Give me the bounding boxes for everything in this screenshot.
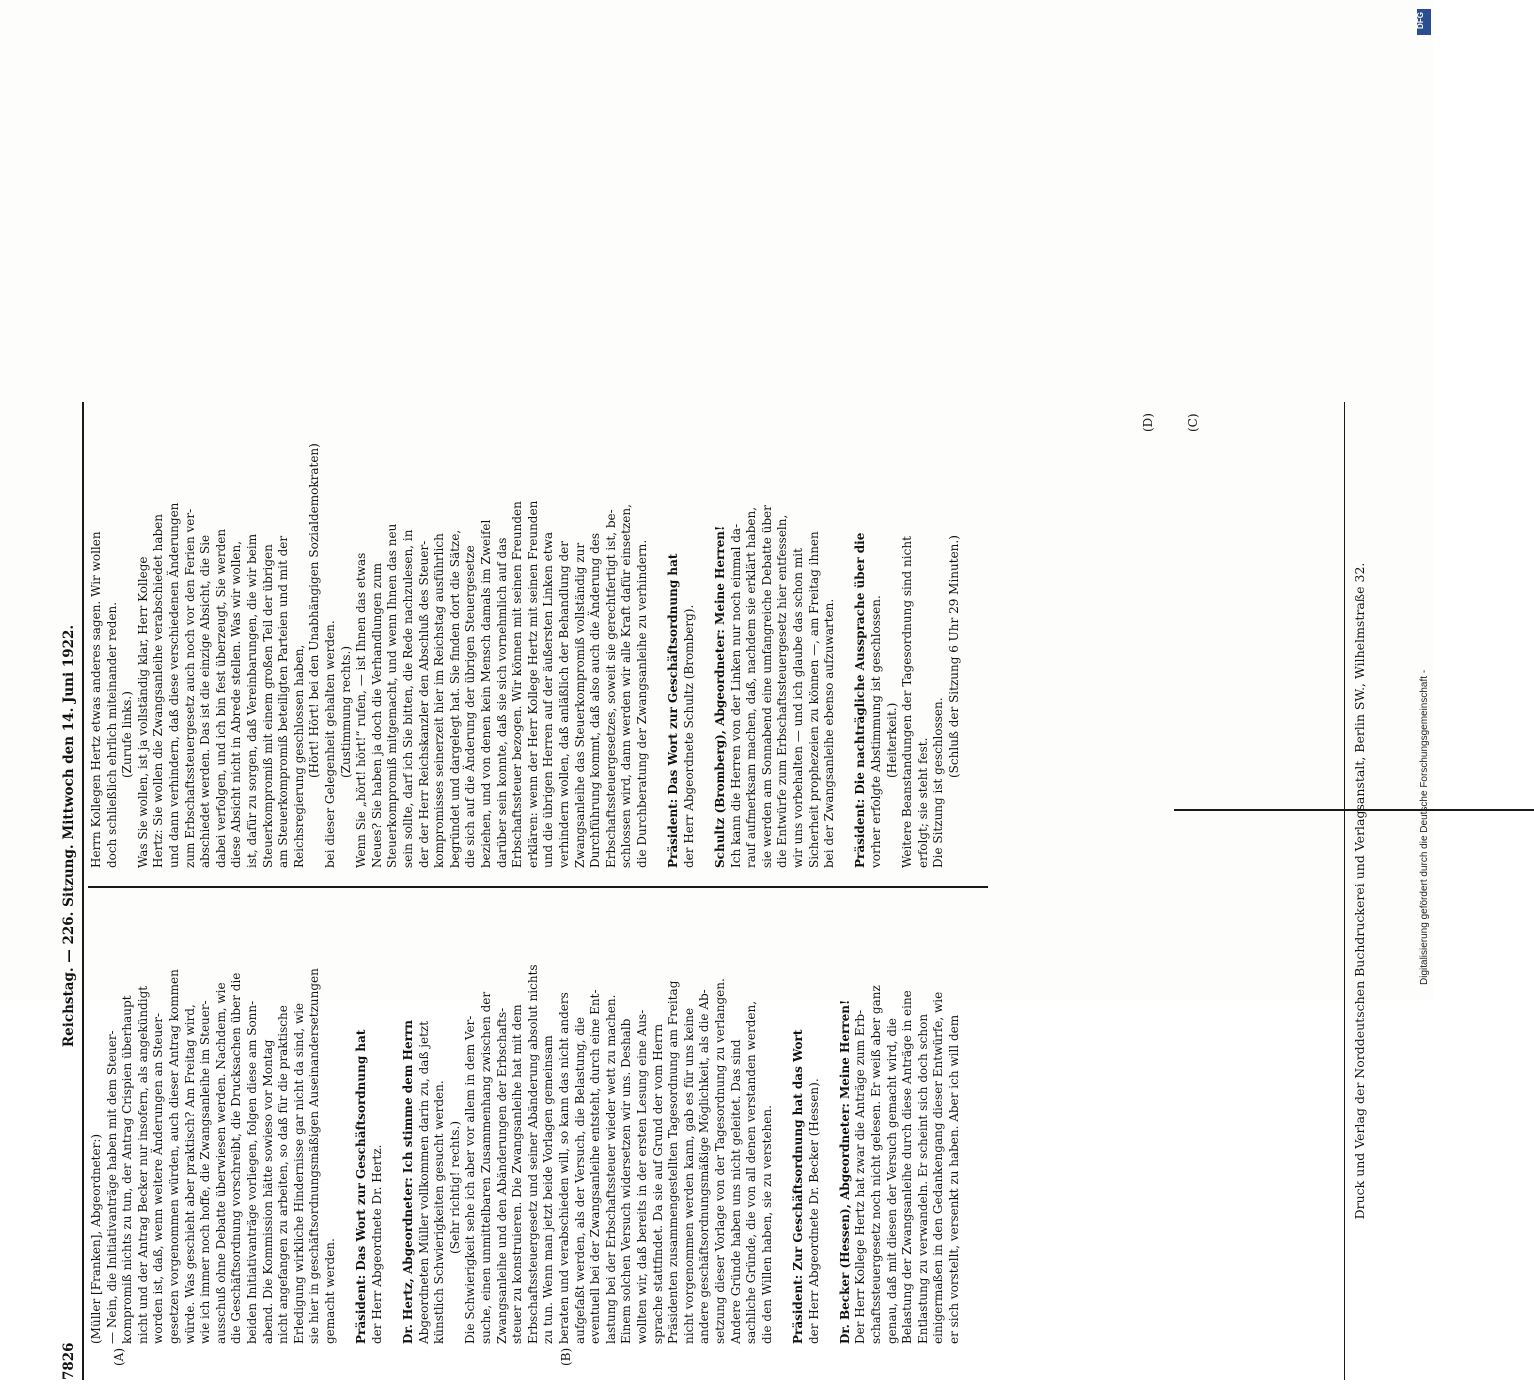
text-line: (Hört! Hört! bei den Unabhängigen Sozialdemokraten) <box>307 443 322 778</box>
text-line: er sich vorstellt, versenkt zu haben. Aber ich will dem <box>947 1014 961 1344</box>
text-line: worden ist, daß, wenn weitere Änderungen an Steuer- <box>151 1012 166 1344</box>
text-line: rauf aufmerksam machen, daß, nachdem sie erklärt haben, <box>744 506 759 868</box>
header-rule <box>82 402 84 1380</box>
margin-mark-b: (B) <box>559 1347 573 1366</box>
text-line: sie werden am Sonnabend eine umfangreiche Debatte über <box>759 505 774 868</box>
text-line: andere geschäftsordnungsmäßige Möglichkeit, als die Ab- <box>697 989 712 1344</box>
text-line: genau, daß mit diesen der Versuch gemacht wird, die <box>884 1017 899 1344</box>
text-line: der der Herr Reichskanzler den Abschluß des Steuer- <box>416 540 431 868</box>
text-line: (Heiterkeit.) <box>884 702 899 778</box>
margin-mark-d: (D) <box>1141 413 1155 432</box>
text-line: ausschuß ohne Debatte überwiesen werden. Nachdem, wie <box>213 982 228 1344</box>
text-line: wollten wir, daß bereits in der ersten Lesung eine Aus- <box>635 1009 649 1344</box>
text-line: beziehen, und von denen kein Mensch damals im Zweifel <box>479 519 493 868</box>
text-line: sprache stattfindet. Da sie auf Grund der vom Herrn <box>650 1023 665 1344</box>
text-line: schaftssteuergesetz noch nicht gelesen. Er weiß aber ganz <box>869 985 883 1344</box>
text-line: die Entwürfe zum Erbschaftssteuergesetz hier entfesseln, <box>775 514 790 868</box>
text-line: nicht vorgenommen werden kann, gab es für uns keine <box>681 1007 696 1344</box>
text-line: Sicherheit prophezeien zu können —, am Freitag ihnen <box>806 531 821 868</box>
text-line: der Herr Abgeordnete Dr. Hertz. <box>369 1144 384 1344</box>
text-line: die Geschäftsordnung vorschreibt, die Drucksachen über die <box>229 972 244 1344</box>
text-line: Belastung der Zwangsanleihe durch diese Anträge in eine <box>900 990 915 1344</box>
text-line: Durchführung kommt, daß also auch die Änderung des <box>588 532 603 868</box>
text-line: gemacht werden. <box>323 1238 337 1344</box>
text-line: Ich kann die Herren von der Linken nur noch einmal da- <box>728 523 743 868</box>
text-line: nicht und der Antrag Becker nur insofern, als angekündigt <box>135 985 150 1344</box>
text-line: (Zustimmung rechts.) <box>338 645 353 778</box>
text-line: darüber sein konnte, daß sie sich vornehmlich auf das <box>494 537 509 868</box>
text-line: der Herr Abgeordnete Schultz (Bromberg). <box>681 604 696 868</box>
text-line: Präsident: Zur Geschäftsordnung hat das Wort <box>791 1029 805 1344</box>
text-line: würde. Was geschieht aber praktisch? Am Freitag wird, <box>182 1004 197 1344</box>
text-line: steuer zu konstruieren. Die Zwangsanleihe hat mit dem <box>510 1004 525 1344</box>
text-line: Dr. Becker (Hessen), Abgeordneter: Meine Herren! <box>837 999 852 1344</box>
text-line: suche, einen unmittelbaren Zusammenhang zwischen der <box>479 991 493 1344</box>
text-line: Herrn Kollegen Hertz etwas anderes sagen. Wir wollen <box>89 531 103 868</box>
text-line: Erbschaftssteuergesetz und seiner Abänderung absolut nichts <box>525 964 540 1344</box>
text-line: — Nein, die Initiativanträge haben mit dem Steuer- <box>104 1030 119 1344</box>
text-line: verhindern wollen, daß anläßlich der Behandlung der <box>557 541 571 868</box>
text-line: Hertz: Sie wollen die Zwangsanleihe verabschiedet haben <box>151 514 166 868</box>
text-line: zu tun. Wenn man jetzt beide Vorlagen gemeinsam <box>541 1035 556 1344</box>
text-line: bei dieser Gelegenheit gehalten werden. <box>323 620 337 868</box>
text-line: Der Herr Kollege Hertz hat zwar die Anträge zum Erb- <box>853 1009 868 1344</box>
text-line: Zwangsanleihe das Steuerkompromiß vollständig zur <box>572 542 587 868</box>
text-line: Abgeordneten Müller vollkommen darin zu, daß jetzt <box>416 1020 431 1344</box>
text-line: erklären: wenn der Herr Kollege Hertz mit seinen Freunden <box>525 500 540 868</box>
text-line: zum Erbschaftssteuergesetz auch noch vor den Ferien ver- <box>182 508 197 868</box>
dfg-logo: DFG <box>1417 9 1431 35</box>
text-line: Erledigung wirkliche Hindernisse gar nicht da sind, wie <box>291 1002 306 1344</box>
text-line: Entlastung zu verwandeln. Er scheint sich doch schon <box>915 1013 930 1344</box>
text-line: (Zurufe links.) <box>120 691 135 778</box>
text-line: (Schluß der Sitzung 6 Uhr 29 Minuten.) <box>947 535 961 778</box>
text-line: beraten und verabschieden will, so kann das nicht anders <box>557 992 571 1344</box>
text-line: Schultz (Bromberg), Abgeordneter: Meine Herren! <box>713 525 727 868</box>
text-line: erfolgt; sie steht fest. <box>915 737 930 868</box>
column-divider <box>88 886 988 888</box>
text-line: Was Sie wollen, ist ja vollständig klar, Herr Kollege <box>135 556 150 868</box>
text-line: sein sollte, darf ich Sie bitten, die Rede nachzulesen, in <box>401 529 415 868</box>
text-line: einigermaßen in den Gedankengang dieser Entwürfe, wie <box>931 991 946 1344</box>
margin-mark-a: (A) <box>112 1347 126 1366</box>
text-line: Zwangsanleihe und den Abänderungen der Erbschafts- <box>494 1007 509 1344</box>
text-line: Präsidenten zusammengestellten Tagesordnung am Freitag <box>666 980 681 1344</box>
text-line: Erbschaftssteuergesetzes, soweit sie gerechtfertigt ist, be- <box>603 509 618 868</box>
text-line: Präsident: Das Wort zur Geschäftsordnung hat <box>666 553 681 868</box>
text-line: aufgefaßt werden, als der Versuch, die Belastung, die <box>572 1017 587 1344</box>
text-line: Die Schwierigkeit sehe ich aber vor allem in dem Ver- <box>463 1015 478 1344</box>
text-line: wie ich immer noch hoffe, die Zwangsanleihe im Steuer- <box>198 1000 213 1344</box>
text-line: schlossen wird, dann werden wir alle Kraft dafür einsetzen, <box>619 504 634 868</box>
printed-page-rotated <box>4 396 1384 1386</box>
text-line: Einem solchen Versuch widersetzen wir uns. Deshalb <box>619 1018 634 1344</box>
text-line: lastung bei der Erbschaftssteuer wieder wett zu machen. <box>603 994 618 1344</box>
text-line: die sich auf die Änderung der übrigen Steuergesetze <box>463 545 478 868</box>
text-line: kompromiß nichts zu tun, der Antrag Crispien überhaupt <box>120 995 135 1344</box>
text-line: Reichsregierung geschlossen haben, <box>291 644 306 868</box>
text-line: Steuerkompromiß mitgemacht, und wenn Ihnen das neu <box>385 523 400 868</box>
text-line: abschiedet werden. Das ist die einzige Absicht, die Sie <box>198 534 213 868</box>
text-line: beiden Initiativanträge vorliegen, folgen diese am Sonn- <box>245 1000 259 1344</box>
text-line: die Durchberatung der Zwangsanleihe zu verhindern. <box>635 539 649 868</box>
page-number: 7826 <box>61 1342 77 1380</box>
text-line: und dann verhindern, daß diese verschiedenen Änderungen <box>167 502 181 868</box>
margin-mark-c: (C) <box>1186 413 1200 432</box>
text-line: dabei verfolgen, und ich bin fest überzeugt, Sie werden <box>213 528 228 868</box>
text-line: abend. Die Kommission hätte sowieso vor Montag <box>260 1039 275 1344</box>
text-line: kompromisses seinerzeit hier im Reichstag ausführlich <box>432 533 447 868</box>
text-line: (Sehr richtig! rechts.) <box>447 1120 462 1254</box>
text-line: Die Sitzung ist geschlossen. <box>931 697 946 868</box>
text-line: Wenn Sie „hört! hört!“ rufen, — ist Ihnen das etwas <box>354 552 369 868</box>
text-line: Erbschaftssteuer bezogen. Wir können mit seinen Freunden <box>510 501 525 868</box>
text-line: sachliche Gründe, die von all denen verstanden werden, <box>744 1000 759 1344</box>
text-line: wir uns vorbehalten — und ich glaube das schon mit <box>791 548 805 868</box>
text-line: setzung dieser Vorlage von der Tagesordnung zu verlangen. <box>713 978 727 1344</box>
text-line: vorher erfolgte Abstimmung ist geschlossen. <box>869 595 883 868</box>
text-line: am Steuerkompromiß beteiligten Parteien und mit der <box>276 535 291 868</box>
text-line: eventuell bei der Zwangsanleihe entsteht, durch eine Ent- <box>588 989 603 1344</box>
text-line: bei der Zwangsanleihe ebenso aufzuwarten. <box>822 598 837 868</box>
text-line: Präsident: Das Wort zur Geschäftsordnung hat <box>354 1029 369 1344</box>
imprint: Druck und Verlag der Norddeutschen Buchdruckerei und Verlagsanstalt, Berlin SW., Wilhelmstraße 32. <box>1352 562 1367 1220</box>
digitization-note: Digitalisierung gefördert durch die Deutsche Forschungsgemeinschaft - <box>1419 669 1430 985</box>
text-line: diese Absicht nicht in Abrede stellen. Was wir wollen, <box>229 540 244 868</box>
text-line: gesetzen vorgenommen würden, auch dieser Antrag kommen <box>167 969 181 1344</box>
text-line: der Herr Abgeordnete Dr. Becker (Hessen). <box>806 1078 821 1344</box>
text-line: Dr. Hertz, Abgeordneter: Ich stimme dem Herrn <box>401 1019 415 1344</box>
text-line: Steuerkompromiß mit einem großen Teil der übrigen <box>260 544 275 868</box>
text-line: begründet und dargelegt hat. Sie finden dort die Sätze, <box>447 529 462 868</box>
text-line: (Müller [Franken], Abgeordneter:) <box>89 1133 103 1344</box>
text-line: Präsident: Die nachträgliche Aussprache über die <box>853 532 868 868</box>
text-line: die den Willen haben, sie zu verstehen. <box>759 1105 774 1344</box>
page-title: Reichstag. — 226. Sitzung. Mittwoch den 14. Juni 1922. <box>61 624 77 1048</box>
text-line: Weitere Beanstandungen der Tagesordnung sind nicht <box>900 536 915 868</box>
text-line: Andere Gründe haben uns nicht geleitet. Das sind <box>728 1039 743 1344</box>
text-line: und die übrigen Herren auf der äußersten Linken etwa <box>541 531 556 868</box>
text-line: Neues? Sie haben ja doch die Verhandlungen zum <box>369 562 384 868</box>
text-line: künstlich Schwierigkeiten gesucht werden. <box>432 1080 447 1344</box>
text-line: nicht angefangen zu arbeiten, so daß für die praktische <box>276 1005 291 1344</box>
text-line: sie hier in geschäftsordnungsmäßigen Auseinandersetzungen <box>307 968 322 1344</box>
footer-rule <box>1344 402 1345 1380</box>
text-line: doch schließlich ehrlich miteinander reden. <box>104 601 119 868</box>
text-line: ist, dafür zu sorgen, daß Vereinbarungen, die wir beim <box>245 533 259 868</box>
